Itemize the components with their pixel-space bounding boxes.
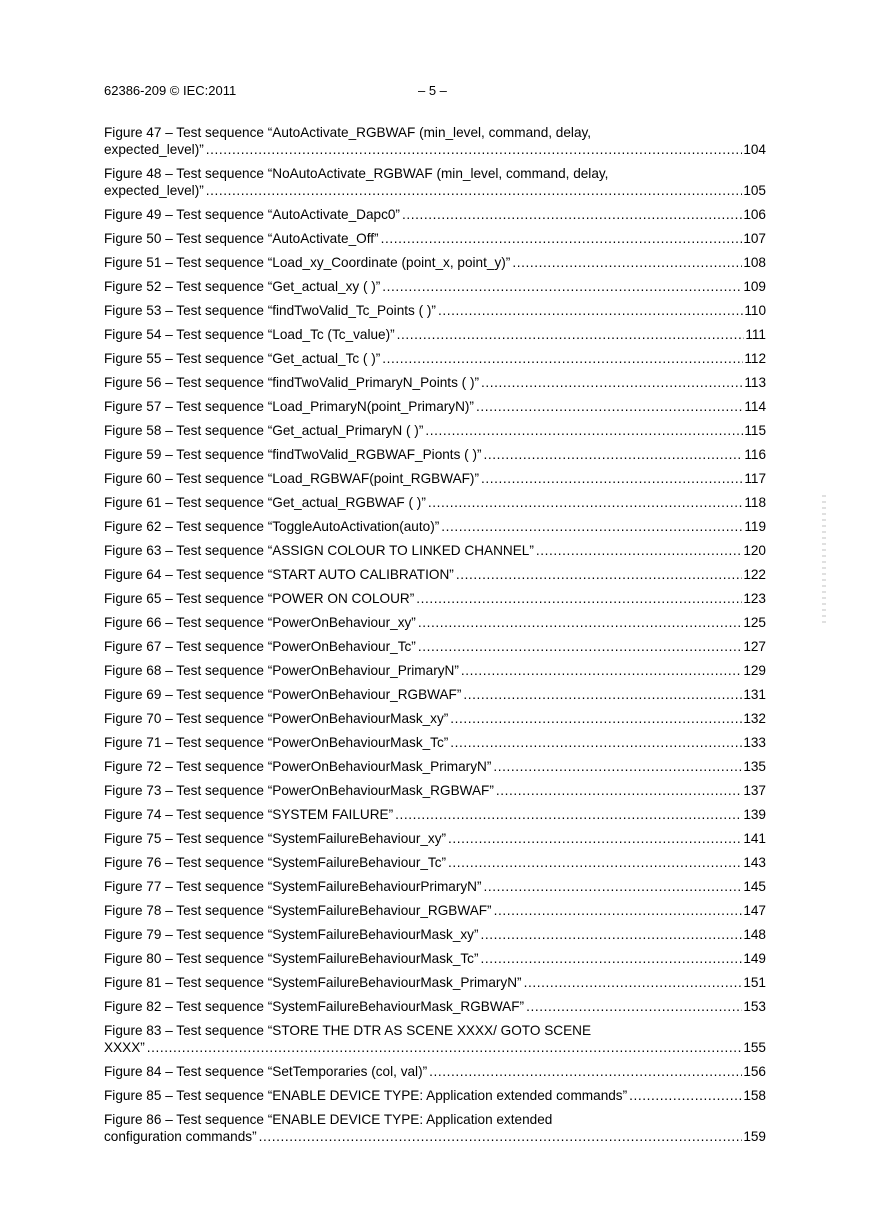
toc-entry[interactable] xyxy=(104,998,766,1015)
dot-leader xyxy=(484,446,744,463)
dot-leader xyxy=(395,806,742,823)
toc-entry[interactable] xyxy=(104,758,766,775)
list-of-figures xyxy=(104,124,766,1152)
toc-entry-page: 109 xyxy=(743,279,766,294)
dot-leader xyxy=(418,614,742,631)
toc-entry-page: 127 xyxy=(743,639,766,654)
dot-leader xyxy=(402,206,742,223)
toc-entry-title-line: expected_level)” xyxy=(104,142,204,157)
toc-entry-title-line: Figure 85 – Test sequence “ENABLE DEVICE TYPE: Application extended commands” xyxy=(104,1088,628,1103)
toc-entry[interactable] xyxy=(104,686,766,703)
dot-leader xyxy=(493,758,742,775)
dot-leader xyxy=(481,926,743,943)
toc-entry[interactable] xyxy=(104,830,766,847)
toc-entry-page: 156 xyxy=(743,1064,766,1079)
dot-leader xyxy=(481,374,743,391)
toc-entry-title-line: Figure 74 – Test sequence “SYSTEM FAILURE” xyxy=(104,807,394,822)
toc-entry-title-line: Figure 61 – Test sequence “Get_actual_RGBWAF ( )” xyxy=(104,495,426,510)
toc-entry[interactable] xyxy=(104,124,766,158)
dot-leader xyxy=(461,662,742,679)
toc-entry-title-line: Figure 59 – Test sequence “findTwoValid_RGBWAF_Pionts ( )” xyxy=(104,447,482,462)
toc-entry-page: 139 xyxy=(743,807,766,822)
toc-entry-page: 113 xyxy=(744,375,766,390)
toc-entry-title-line: Figure 86 – Test sequence “ENABLE DEVICE TYPE: Application extended xyxy=(104,1112,553,1127)
toc-entry-title-line: XXXX” xyxy=(104,1040,145,1055)
dot-leader xyxy=(448,854,742,871)
toc-entry[interactable] xyxy=(104,206,766,223)
toc-entry-page: 118 xyxy=(744,495,766,510)
toc-entry[interactable] xyxy=(104,422,766,439)
toc-entry-title-line: Figure 81 – Test sequence “SystemFailureBehaviourMask_PrimaryN” xyxy=(104,975,522,990)
toc-entry-title-line: configuration commands” xyxy=(104,1129,257,1144)
dot-leader xyxy=(428,494,743,511)
toc-entry[interactable] xyxy=(104,1022,766,1056)
toc-entry-page: 112 xyxy=(744,351,766,366)
toc-entry-page: 151 xyxy=(743,975,766,990)
dot-leader xyxy=(526,998,742,1015)
toc-entry[interactable] xyxy=(104,974,766,991)
toc-entry-title-line: Figure 65 – Test sequence “POWER ON COLOUR” xyxy=(104,591,415,606)
toc-entry-page: 135 xyxy=(743,759,766,774)
toc-entry-page: 149 xyxy=(743,951,766,966)
toc-entry-title-line: Figure 60 – Test sequence “Load_RGBWAF(point_RGBWAF)” xyxy=(104,471,479,486)
toc-entry-page: 137 xyxy=(743,783,766,798)
toc-entry-title-line: Figure 70 – Test sequence “PowerOnBehaviourMask_xy” xyxy=(104,711,449,726)
toc-entry[interactable] xyxy=(104,374,766,391)
toc-entry-title-line: Figure 54 – Test sequence “Load_Tc (Tc_value)” xyxy=(104,327,395,342)
dot-leader xyxy=(450,734,742,751)
dot-leader xyxy=(382,350,743,367)
toc-entry-title-line: Figure 55 – Test sequence “Get_actual_Tc ( )” xyxy=(104,351,381,366)
dot-leader xyxy=(536,542,742,559)
margin-watermark xyxy=(822,495,826,625)
toc-entry-title-line: Figure 72 – Test sequence “PowerOnBehaviourMask_PrimaryN” xyxy=(104,759,492,774)
toc-entry[interactable] xyxy=(104,638,766,655)
dot-leader xyxy=(496,782,742,799)
toc-entry-title-line: Figure 48 – Test sequence “NoAutoActivate_RGBWAF (min_level, command, delay, xyxy=(104,166,609,181)
dot-leader xyxy=(397,326,745,343)
toc-entry-page: 159 xyxy=(743,1129,766,1144)
toc-entry-title-line: Figure 52 – Test sequence “Get_actual_xy ( )” xyxy=(104,279,381,294)
toc-entry-title-line: Figure 71 – Test sequence “PowerOnBehaviourMask_Tc” xyxy=(104,735,449,750)
toc-entry-title-line: Figure 84 – Test sequence “SetTemporaries (col, val)” xyxy=(104,1064,428,1079)
toc-entry-title-line: Figure 78 – Test sequence “SystemFailureBehaviour_RGBWAF” xyxy=(104,903,492,918)
toc-entry[interactable] xyxy=(104,1063,766,1080)
toc-entry-page: 141 xyxy=(743,831,766,846)
toc-entry-page: 115 xyxy=(744,423,766,438)
toc-entry-page: 153 xyxy=(743,999,766,1014)
toc-entry[interactable] xyxy=(104,734,766,751)
toc-entry[interactable] xyxy=(104,165,766,199)
toc-entry[interactable] xyxy=(104,278,766,295)
toc-entry-page: 125 xyxy=(743,615,766,630)
toc-entry[interactable] xyxy=(104,326,766,343)
toc-entry-title-line: Figure 58 – Test sequence “Get_actual_PrimaryN ( )” xyxy=(104,423,424,438)
toc-entry-page: 111 xyxy=(745,327,766,342)
toc-entry[interactable] xyxy=(104,950,766,967)
toc-entry-page: 114 xyxy=(744,399,766,414)
toc-entry-title-line: Figure 77 – Test sequence “SystemFailureBehaviourPrimaryN” xyxy=(104,879,482,894)
toc-entry-page: 117 xyxy=(744,471,766,486)
toc-entry[interactable] xyxy=(104,254,766,271)
toc-entry-page: 133 xyxy=(743,735,766,750)
toc-entry-title-line: Figure 73 – Test sequence “PowerOnBehaviourMask_RGBWAF” xyxy=(104,783,494,798)
dot-leader xyxy=(147,1039,743,1056)
toc-entry-page: 143 xyxy=(743,855,766,870)
dot-leader xyxy=(381,230,743,247)
dot-leader xyxy=(476,398,743,415)
dot-leader xyxy=(448,830,742,847)
toc-entry-page: 120 xyxy=(743,543,766,558)
toc-entry-page: 108 xyxy=(743,255,766,270)
toc-entry-page: 129 xyxy=(743,663,766,678)
toc-entry-page: 132 xyxy=(743,711,766,726)
toc-entry[interactable] xyxy=(104,230,766,247)
toc-entry-title-line: Figure 57 – Test sequence “Load_PrimaryN(point_PrimaryN)” xyxy=(104,399,474,414)
dot-leader xyxy=(438,302,743,319)
toc-entry[interactable] xyxy=(104,1087,766,1104)
toc-entry-page: 116 xyxy=(744,447,766,462)
dot-leader xyxy=(450,710,742,727)
dot-leader xyxy=(429,1063,742,1080)
toc-entry[interactable] xyxy=(104,926,766,943)
toc-entry-title-line: Figure 49 – Test sequence “AutoActivate_Dapc0” xyxy=(104,207,400,222)
toc-entry-page: 131 xyxy=(743,687,766,702)
page-header xyxy=(104,83,766,101)
toc-entry[interactable] xyxy=(104,350,766,367)
toc-entry-title-line: Figure 82 – Test sequence “SystemFailureBehaviourMask_RGBWAF” xyxy=(104,999,525,1014)
toc-entry-page: 106 xyxy=(743,207,766,222)
toc-entry-page: 148 xyxy=(743,927,766,942)
dot-leader xyxy=(206,182,743,199)
toc-entry[interactable] xyxy=(104,878,766,895)
toc-entry[interactable] xyxy=(104,806,766,823)
toc-entry-title-line: Figure 50 – Test sequence “AutoActivate_Off” xyxy=(104,231,379,246)
toc-entry[interactable] xyxy=(104,854,766,871)
toc-entry[interactable] xyxy=(104,710,766,727)
dot-leader xyxy=(418,638,742,655)
toc-entry-page: 147 xyxy=(743,903,766,918)
toc-entry[interactable] xyxy=(104,902,766,919)
dot-leader xyxy=(382,278,742,295)
dot-leader xyxy=(512,254,742,271)
toc-entry-title-line: Figure 80 – Test sequence “SystemFailureBehaviourMask_Tc” xyxy=(104,951,479,966)
toc-entry-page: 158 xyxy=(743,1088,766,1103)
toc-entry-title-line: Figure 68 – Test sequence “PowerOnBehaviour_PrimaryN” xyxy=(104,663,459,678)
toc-entry[interactable] xyxy=(104,470,766,487)
dot-leader xyxy=(484,878,743,895)
toc-entry[interactable] xyxy=(104,590,766,607)
toc-entry[interactable] xyxy=(104,542,766,559)
standard-reference: 62386-209 © IEC:2011 xyxy=(104,83,237,98)
toc-entry-page: 104 xyxy=(743,142,766,157)
dot-leader xyxy=(629,1087,742,1104)
toc-entry-title-line: Figure 53 – Test sequence “findTwoValid_Tc_Points ( )” xyxy=(104,303,436,318)
toc-entry-title-line: Figure 51 – Test sequence “Load_xy_Coordinate (point_x, point_y)” xyxy=(104,255,511,270)
toc-entry[interactable] xyxy=(104,494,766,511)
dot-leader xyxy=(463,686,742,703)
toc-entry-title-line: Figure 66 – Test sequence “PowerOnBehaviour_xy” xyxy=(104,615,416,630)
dot-leader xyxy=(416,590,742,607)
toc-entry[interactable] xyxy=(104,446,766,463)
toc-entry-title-line: Figure 67 – Test sequence “PowerOnBehaviour_Tc” xyxy=(104,639,416,654)
toc-entry[interactable] xyxy=(104,1111,766,1145)
dot-leader xyxy=(481,470,743,487)
dot-leader xyxy=(206,141,743,158)
toc-entry-page: 107 xyxy=(743,231,766,246)
toc-entry[interactable] xyxy=(104,398,766,415)
toc-entry-page: 105 xyxy=(743,183,766,198)
dot-leader xyxy=(524,974,743,991)
toc-entry-page: 110 xyxy=(744,303,766,318)
toc-entry-title-line: expected_level)” xyxy=(104,183,204,198)
toc-entry-page: 145 xyxy=(743,879,766,894)
toc-entry-title-line: Figure 64 – Test sequence “START AUTO CALIBRATION” xyxy=(104,567,454,582)
dot-leader xyxy=(456,566,743,583)
page-number: – 5 – xyxy=(418,83,447,98)
toc-entry-page: 119 xyxy=(744,519,766,534)
dot-leader xyxy=(481,950,743,967)
toc-entry-title-line: Figure 47 – Test sequence “AutoActivate_RGBWAF (min_level, command, delay, xyxy=(104,125,592,140)
toc-entry[interactable] xyxy=(104,782,766,799)
toc-entry[interactable] xyxy=(104,518,766,535)
toc-entry-title-line: Figure 62 – Test sequence “ToggleAutoActivation(auto)” xyxy=(104,519,440,534)
dot-leader xyxy=(441,518,743,535)
dot-leader xyxy=(259,1128,743,1145)
dot-leader xyxy=(425,422,743,439)
toc-entry-page: 122 xyxy=(743,567,766,582)
toc-entry-title-line: Figure 69 – Test sequence “PowerOnBehaviour_RGBWAF” xyxy=(104,687,462,702)
toc-entry-title-line: Figure 63 – Test sequence “ASSIGN COLOUR TO LINKED CHANNEL” xyxy=(104,543,534,558)
toc-entry-page: 155 xyxy=(743,1040,766,1055)
toc-entry[interactable] xyxy=(104,662,766,679)
toc-entry-title-line: Figure 76 – Test sequence “SystemFailureBehaviour_Tc” xyxy=(104,855,447,870)
toc-entry[interactable] xyxy=(104,566,766,583)
toc-entry-title-line: Figure 83 – Test sequence “STORE THE DTR AS SCENE XXXX/ GOTO SCENE xyxy=(104,1023,592,1038)
toc-entry[interactable] xyxy=(104,302,766,319)
dot-leader xyxy=(494,902,743,919)
toc-entry[interactable] xyxy=(104,614,766,631)
toc-entry-title-line: Figure 56 – Test sequence “findTwoValid_PrimaryN_Points ( )” xyxy=(104,375,480,390)
toc-entry-title-line: Figure 75 – Test sequence “SystemFailureBehaviour_xy” xyxy=(104,831,447,846)
toc-entry-title-line: Figure 79 – Test sequence “SystemFailureBehaviourMask_xy” xyxy=(104,927,479,942)
toc-entry-page: 123 xyxy=(743,591,766,606)
